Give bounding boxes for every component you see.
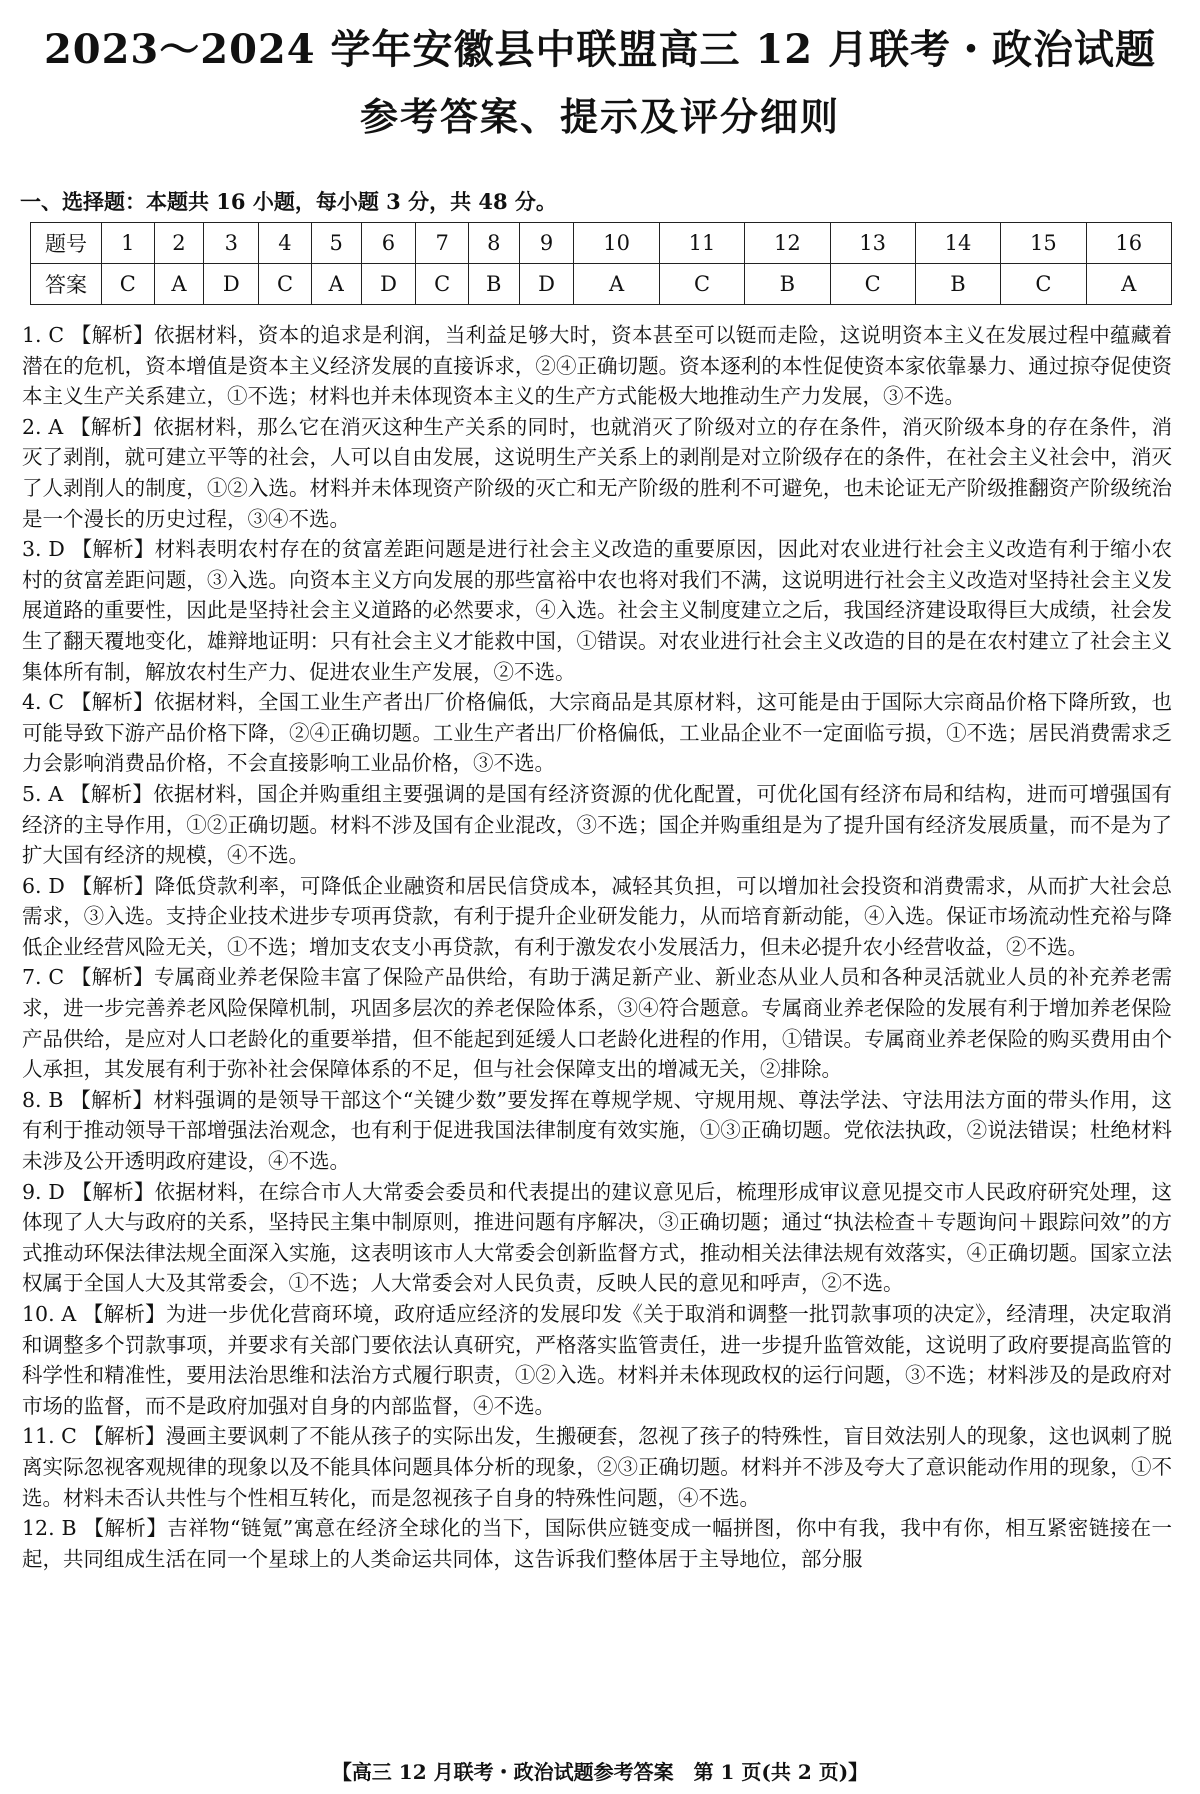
list-item: [22, 962, 1172, 1084]
item-text: 吉祥物“链氪”寓意在经济全球化的当下，国际供应链变成一幅拼图，你中有我，我中有你，相互紧密链接在一起，共同组成生活在同一个星球上的人类命运共同体，这告诉我们整体居于主导地位，部分服: [22, 1516, 1172, 1571]
table-cell: D: [361, 264, 416, 305]
page-footer: 【高三 12 月联考・政治试题参考答案 第 1 页(共 2 页)】: [331, 1760, 869, 1784]
table-cell: 3: [204, 223, 259, 264]
table-cell: 10: [574, 223, 659, 264]
table-cell: 6: [361, 223, 416, 264]
item-head: 10. A 【解析】: [22, 1302, 166, 1326]
table-cell: B: [745, 264, 830, 305]
list-item: [22, 779, 1172, 871]
item-head: 2. A 【解析】: [22, 414, 154, 439]
table-cell: A: [1086, 264, 1171, 305]
item-text: 依据材料，全国工业生产者出厂价格偏低，大宗商品是其原材料，这可能是由于国际大宗商品价格下降所致，也可能导致下游产品价格下降，②④正确切题。工业生产者出厂价格偏低，工业品企业不一定面临亏损，①不选；居民消费需求乏力会影响消费品价格，不会直接影响工业品价格，③不选。: [22, 690, 1172, 776]
item-text: 漫画主要讽刺了不能从孩子的实际出发，生搬硬套，忽视了孩子的特殊性，盲目效法别人的现象，这也讽刺了脱离实际忽视客观规律的现象以及不能具体问题具体分析的现象，②③正确切题。材料并不涉及夸大了意识能动作用的现象，①不选。材料未否认共性与个性相互转化，而是忽视孩子自身的特殊性问题，④不选。: [22, 1424, 1172, 1510]
table-cell: B: [915, 264, 1000, 305]
table-cell: 14: [915, 223, 1000, 264]
item-head: 6. D 【解析】: [22, 873, 155, 898]
table-row-numbers: [31, 223, 1172, 264]
section-heading: 一、选择题：本题共 16 小题，每小题 3 分，共 48 分。: [20, 189, 557, 214]
table-cell: 11: [659, 223, 744, 264]
table-cell: 1: [102, 223, 155, 264]
item-head: 5. A 【解析】: [22, 781, 154, 806]
item-text: 依据材料，国企并购重组主要强调的是国有经济资源的优化配置，可优化国有经济布局和结构，进而可增强国有经济的主导作用，①②正确切题。材料不涉及国有企业混改，③不选；国企并购重组是为了提升国有经济发展质量，而不是为了扩大国有经济的规模，④不选。: [22, 781, 1172, 868]
row-label-answer: 答案: [31, 264, 102, 305]
table-cell: D: [519, 264, 574, 305]
table-cell: 2: [154, 223, 204, 264]
list-item: [22, 1085, 1172, 1177]
item-text: 材料强调的是领导干部这个“关键少数”要发挥在尊规学规、守规用规、尊法学法、守法用法方面的带头作用，这有利于推动领导干部增强法治观念，也有利于促进我国法律制度有效实施，①③正确切题。党依法执政，②说法错误；杜绝材料未涉及公开透明政府建设，④不选。: [22, 1087, 1172, 1174]
item-text: 专属商业养老保险丰富了保险产品供给，有助于满足新产业、新业态从业人员和各种灵活就业人员的补充养老需求，进一步完善养老风险保障机制，巩固多层次的养老保险体系，③④符合题意。专属商业养老保险的发展有利于增加养老保险产品供给，是应对人口老龄化的重要举措，但不能起到延缓人口老龄化进程的作用，①错误。专属商业养老保险的购买费用由个人承担，其发展有利于弥补社会保障体系的不足，但与社会保障支出的增减无关，②排除。: [22, 965, 1172, 1082]
table-cell: C: [416, 264, 469, 305]
item-text: 依据材料，资本的追求是利润，当利益足够大时，资本甚至可以铤而走险，这说明资本主义在发展过程中蕴藏着潜在的危机，资本增值是资本主义经济发展的直接诉求，②④正确切题。资本逐利的本性促使资本家依靠暴力、通过掠夺促使资本主义生产关系建立，①不选；材料也并未体现资本主义的生产方式能极大地推动生产力发展，③不选。: [22, 323, 1172, 409]
item-text: 为进一步优化营商环境，政府适应经济的发展印发《关于取消和调整一批罚款事项的决定》，经清理，决定取消和调整多个罚款事项，并要求有关部门要依法认真研究，严格落实监管责任，进一步提升监管效能，这说明了政府要提高监管的科学性和精准性，要用法治思维和法治方式履行职责，①②入选。材料并未体现政权的运行问题，③不选；材料涉及的是政府对市场的监督，而不是政府加强对自身的内部监督，④不选。: [22, 1302, 1172, 1418]
table-cell: 5: [311, 223, 361, 264]
table-cell: 13: [830, 223, 915, 264]
item-text: 依据材料，那么它在消灭这种生产关系的同时，也就消灭了阶级对立的存在条件，消灭阶级本身的存在条件，消灭了剥削，就可建立平等的社会，人可以自由发展，这说明生产关系上的剥削是对立阶级存在的条件，在社会主义社会中，消灭了人剥削人的制度，①②入选。材料并未体现资产阶级的灭亡和无产阶级的胜利不可避免，也未论证无产阶级推翻资产阶级统治是一个漫长的历史过程，③④不选。: [22, 414, 1172, 531]
table-cell: 4: [259, 223, 312, 264]
item-text: 材料表明农村存在的贫富差距问题是进行社会主义改造的重要原因，因此对农业进行社会主义改造有利于缩小农村的贫富差距问题，③入选。向资本主义方向发展的那些富裕中农也将对我们不满，这说明进行社会主义改造对坚持社会主义发展道路的重要性，因此是坚持社会主义道路的必然要求，④入选。社会主义制度建立之后，我国经济建设取得巨大成绩，社会发生了翻天覆地变化，雄辩地证明：只有社会主义才能救中国，①错误。对农业进行社会主义改造的目的是在农村建立了社会主义集体所有制，解放农村生产力、促进农业生产发展，②不选。: [22, 537, 1172, 684]
list-item: [22, 1177, 1172, 1299]
item-head: 8. B 【解析】: [22, 1087, 154, 1112]
table-cell: D: [204, 264, 259, 305]
answer-table: [30, 222, 1172, 305]
item-head: 9. D 【解析】: [22, 1179, 155, 1204]
table-cell: C: [102, 264, 155, 305]
row-label-number: 题号: [31, 223, 102, 264]
list-item: [22, 687, 1172, 779]
list-item: [22, 320, 1172, 412]
table-cell: C: [259, 264, 312, 305]
list-item: [22, 871, 1172, 963]
list-item: [22, 1421, 1172, 1513]
table-cell: C: [659, 264, 744, 305]
item-head: 12. B 【解析】: [22, 1516, 168, 1541]
table-cell: B: [468, 264, 519, 305]
table-cell: 7: [416, 223, 469, 264]
item-head: 4. C 【解析】: [22, 690, 154, 715]
list-item: [22, 1299, 1172, 1421]
table-cell: A: [574, 264, 659, 305]
list-item: [22, 534, 1172, 687]
table-cell: C: [830, 264, 915, 305]
table-cell: 8: [468, 223, 519, 264]
item-head: 7. C 【解析】: [22, 965, 154, 990]
table-cell: 16: [1086, 223, 1171, 264]
page-subtitle: 参考答案、提示及评分细则: [359, 94, 840, 139]
page-title: 2023～2024 学年安徽县中联盟高三 12 月联考・政治试题: [43, 26, 1157, 73]
list-item: [22, 412, 1172, 534]
table-cell: 15: [1001, 223, 1086, 264]
table-cell: 12: [745, 223, 830, 264]
table-row-answers: [31, 264, 1172, 305]
table-cell: 9: [519, 223, 574, 264]
item-text: 降低贷款利率，可降低企业融资和居民信贷成本，减轻其负担，可以增加社会投资和消费需求，从而扩大社会总需求，③入选。支持企业技术进步专项再贷款，有利于提升企业研发能力，从而培育新动能，④入选。保证市场流动性充裕与降低企业经营风险无关，①不选；增加支农支小再贷款，有利于激发农小发展活力，但未必提升农小经营收益，②不选。: [22, 873, 1172, 959]
item-head: 3. D 【解析】: [22, 537, 155, 562]
item-text: 依据材料，在综合市人大常委会委员和代表提出的建议意见后，梳理形成审议意见提交市人民政府研究处理，这体现了人大与政府的关系，坚持民主集中制原则，推进问题有序解决，③正确切题；通过“执法检查＋专题询问＋跟踪问效”的方式推动环保法律法规全面深入实施，这表明该市人大常委会创新监督方式，推动相关法律法规有效落实，④正确切题。国家立法权属于全国人大及其常委会，①不选；人大常委会对人民负责，反映人民的意见和呼声，②不选。: [22, 1179, 1172, 1296]
item-head: 1. C 【解析】: [22, 323, 154, 347]
item-head: 11. C 【解析】: [22, 1424, 166, 1449]
table-cell: A: [154, 264, 204, 305]
table-cell: C: [1001, 264, 1086, 305]
table-cell: A: [311, 264, 361, 305]
explanation-list: [22, 320, 1172, 1574]
list-item: [22, 1513, 1172, 1574]
